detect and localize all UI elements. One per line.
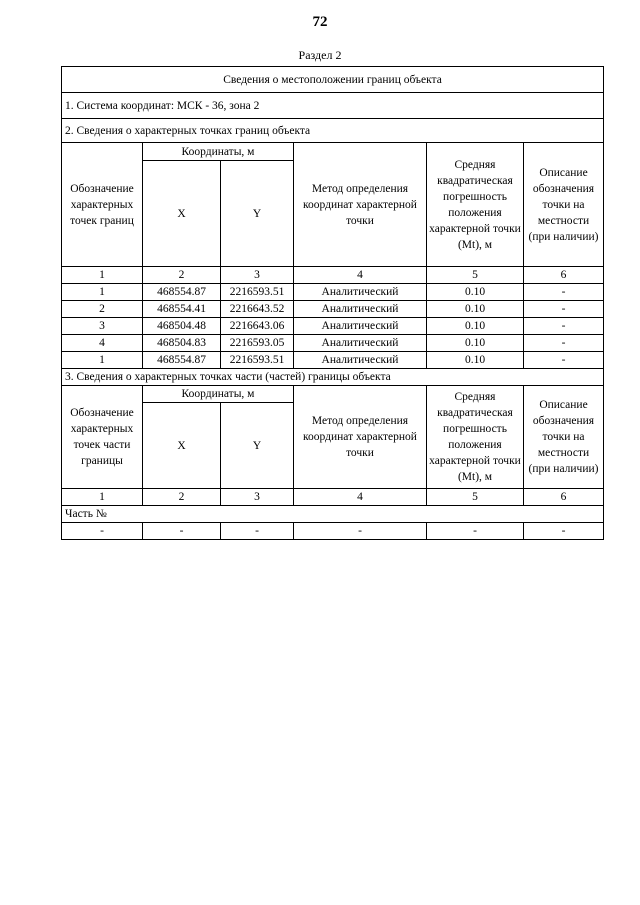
part3-column-numbers bbox=[62, 489, 604, 506]
point-number: 1 bbox=[62, 352, 143, 369]
part3-header-x: X bbox=[143, 403, 221, 489]
x-value: 468504.48 bbox=[143, 318, 221, 335]
point-number: 1 bbox=[62, 284, 143, 301]
column-number: 6 bbox=[524, 267, 604, 284]
table-row bbox=[62, 335, 604, 352]
x-value: 468554.87 bbox=[143, 352, 221, 369]
part2-heading: 2. Сведения о характерных точках границ объекта bbox=[62, 119, 604, 143]
y-value: 2216593.51 bbox=[221, 284, 294, 301]
description-value: - bbox=[524, 352, 604, 369]
y-value: 2216643.06 bbox=[221, 318, 294, 335]
part3-header-error: Средняя квадратическая погрешность положения характерной точки (Mt), м bbox=[427, 386, 524, 489]
column-number: 4 bbox=[294, 489, 427, 506]
page-number: 72 bbox=[312, 14, 328, 30]
error-value: 0.10 bbox=[427, 352, 524, 369]
part3-header-point-label: Обозначение характерных точек части границы bbox=[62, 386, 143, 489]
part3-header-description: Описание обозначения точки на местности (при наличии) bbox=[524, 386, 604, 489]
part2-header-x: X bbox=[143, 161, 221, 267]
part2-column-numbers bbox=[62, 267, 604, 284]
x-value: - bbox=[143, 523, 221, 540]
part2-header-method: Метод определения координат характерной точки bbox=[294, 143, 427, 267]
table-row bbox=[62, 301, 604, 318]
point-number: - bbox=[62, 523, 143, 540]
method-value: Аналитический bbox=[294, 335, 427, 352]
table-row bbox=[62, 318, 604, 335]
method-value: Аналитический bbox=[294, 284, 427, 301]
y-value: 2216643.52 bbox=[221, 301, 294, 318]
description-value: - bbox=[524, 301, 604, 318]
part2-header-y: Y bbox=[221, 161, 294, 267]
column-number: 5 bbox=[427, 267, 524, 284]
x-value: 468554.41 bbox=[143, 301, 221, 318]
table-title: Сведения о местоположении границ объекта bbox=[62, 67, 604, 93]
method-value: Аналитический bbox=[294, 352, 427, 369]
boundary-table bbox=[61, 66, 604, 540]
description-value: - bbox=[524, 284, 604, 301]
point-number: 4 bbox=[62, 335, 143, 352]
error-value: 0.10 bbox=[427, 284, 524, 301]
table-row bbox=[62, 284, 604, 301]
x-value: 468554.87 bbox=[143, 284, 221, 301]
column-number: 1 bbox=[62, 267, 143, 284]
part2-header-coords: Координаты, м bbox=[143, 143, 294, 161]
column-number: 2 bbox=[143, 267, 221, 284]
point-number: 2 bbox=[62, 301, 143, 318]
y-value: - bbox=[221, 523, 294, 540]
column-number: 5 bbox=[427, 489, 524, 506]
part3-heading: 3. Сведения о характерных точках части (частей) границы объекта bbox=[62, 369, 604, 386]
part3-header-method: Метод определения координат характерной точки bbox=[294, 386, 427, 489]
part-number-label: Часть № bbox=[62, 506, 604, 523]
column-number: 4 bbox=[294, 267, 427, 284]
part2-header-description: Описание обозначения точки на местности (при наличии) bbox=[524, 143, 604, 267]
column-number: 3 bbox=[221, 489, 294, 506]
column-number: 1 bbox=[62, 489, 143, 506]
table-row bbox=[62, 523, 604, 540]
section-label: Раздел 2 bbox=[298, 48, 342, 62]
coordinate-system: 1. Система координат: МСК - 36, зона 2 bbox=[62, 93, 604, 119]
method-value: - bbox=[294, 523, 427, 540]
part2-header-error: Средняя квадратическая погрешность положения характерной точки (Mt), м bbox=[427, 143, 524, 267]
error-value: - bbox=[427, 523, 524, 540]
error-value: 0.10 bbox=[427, 335, 524, 352]
column-number: 2 bbox=[143, 489, 221, 506]
method-value: Аналитический bbox=[294, 301, 427, 318]
error-value: 0.10 bbox=[427, 318, 524, 335]
column-number: 3 bbox=[221, 267, 294, 284]
y-value: 2216593.51 bbox=[221, 352, 294, 369]
part2-header-point-label: Обозначение характерных точек границ bbox=[62, 143, 143, 267]
table-row bbox=[62, 352, 604, 369]
description-value: - bbox=[524, 318, 604, 335]
y-value: 2216593.05 bbox=[221, 335, 294, 352]
description-value: - bbox=[524, 335, 604, 352]
part3-header-y: Y bbox=[221, 403, 294, 489]
method-value: Аналитический bbox=[294, 318, 427, 335]
column-number: 6 bbox=[524, 489, 604, 506]
part3-header-coords: Координаты, м bbox=[143, 386, 294, 403]
x-value: 468504.83 bbox=[143, 335, 221, 352]
description-value: - bbox=[524, 523, 604, 540]
point-number: 3 bbox=[62, 318, 143, 335]
error-value: 0.10 bbox=[427, 301, 524, 318]
